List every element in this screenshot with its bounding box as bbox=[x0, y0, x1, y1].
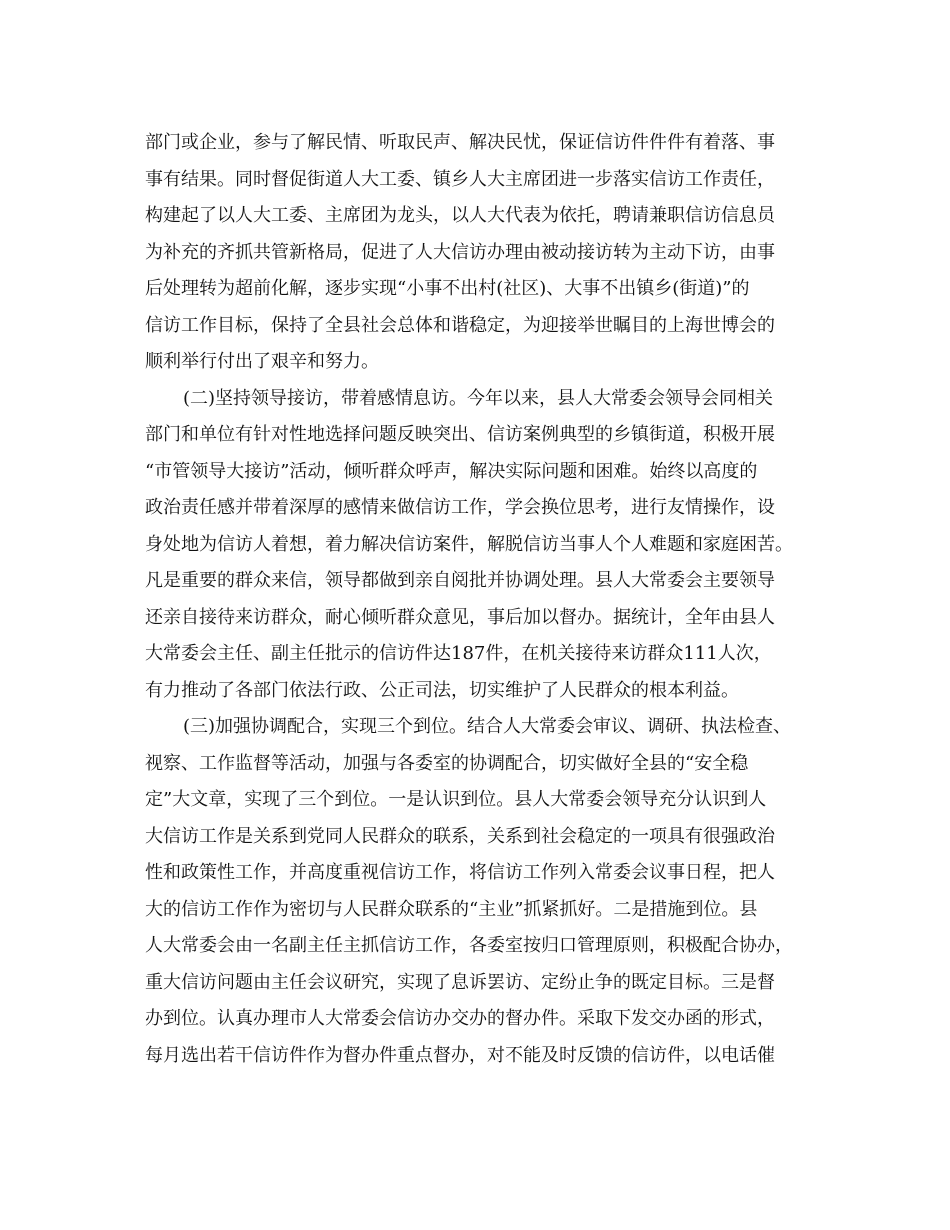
text-line: 还亲自接待来访群众，耐心倾听群众意见，事后加以督办。据统计，全年由县人 bbox=[145, 606, 775, 628]
text-line: 部门和单位有针对性地选择问题反映突出、信访案例典型的乡镇街道，积极开展 bbox=[145, 424, 775, 445]
text-line: 每月选出若干信访件作为督办件重点督办，对不能及时反馈的信访件，以电话催 bbox=[145, 1044, 775, 1066]
text-line: 重大信访问题由主任会议研究，实现了息诉罢访、定纷止争的既定目标。三是督 bbox=[145, 971, 775, 993]
text-line: 视察、工作监督等活动，加强与各委室的协调配合，切实做好全县的“安全稳 bbox=[145, 752, 749, 774]
text-line: 事有结果。同时督促街道人大工委、镇乡人大主席团进一步落实信访工作责任， bbox=[145, 168, 775, 190]
text-line: 政治责任感并带着深厚的感情来做信访工作，学会换位思考，进行友情操作，设 bbox=[145, 497, 775, 518]
text-line: 为补充的齐抓共管新格局，促进了人大信访办理由被动接访转为主动下访，由事 bbox=[145, 241, 775, 263]
text-line: 有力推动了各部门依法行政、公正司法，切实维护了人民群众的根本利益。 bbox=[145, 679, 739, 701]
text-line: 身处地为信访人着想，着力解决信访案件，解脱信访当事人个人难题和家庭困苦。 bbox=[145, 533, 793, 555]
text-line: 大的信访工作作为密切与人民群众联系的“主业”抓紧抓好。二是措施到位。县 bbox=[145, 898, 758, 920]
text-line: 性和政策性工作，并高度重视信访工作，将信访工作列入常委会议事日程，把人 bbox=[145, 862, 775, 883]
text-line: 顺利举行付出了艰辛和努力。 bbox=[145, 351, 379, 372]
text-line: 部门或企业，参与了解民情、听取民声、解决民忧，保证信访件件件有着落、事 bbox=[145, 132, 775, 153]
text-line: 凡是重要的群众来信，领导都做到亲自阅批并协调处理。县人大常委会主要领导 bbox=[145, 570, 775, 591]
text-line: 定”大文章，实现了三个到位。一是认识到位。县人大常委会领导充分认识到人 bbox=[145, 789, 767, 810]
text-line: 大常委会主任、副主任批示的信访件达187件，在机关接待来访群众111人次， bbox=[145, 643, 772, 664]
text-line: (三)加强协调配合，实现三个到位。结合人大常委会审议、调研、执法检查、 bbox=[183, 716, 792, 737]
text-line: 大信访工作是关系到党同人民群众的联系，关系到社会稳定的一项具有很强政治 bbox=[145, 825, 775, 847]
text-line: 构建起了以人大工委、主席团为龙头，以人大代表为依托，聘请兼职信访信息员 bbox=[145, 205, 775, 226]
text-line: “市管领导大接访”活动，倾听群众呼声，解决实际问题和困难。始终以高度的 bbox=[145, 460, 758, 482]
text-line: (二)坚持领导接访，带着感情息访。今年以来，县人大常委会领导会同相关 bbox=[183, 387, 774, 409]
text-line: 办到位。认真办理市人大常委会信访办交办的督办件。采取下发交办函的形式， bbox=[145, 1008, 775, 1029]
body-text bbox=[145, 125, 805, 1074]
text-line: 人大常委会由一名副主任主抓信访工作，各委室按归口管理原则，积极配合协办， bbox=[145, 935, 793, 956]
text-line: 信访工作目标，保持了全县社会总体和谐稳定，为迎接举世瞩目的上海世博会的 bbox=[145, 314, 775, 336]
text-line: 后处理转为超前化解，逐步实现“小事不出村(社区)、大事不出镇乡(街道)”的 bbox=[145, 278, 750, 299]
